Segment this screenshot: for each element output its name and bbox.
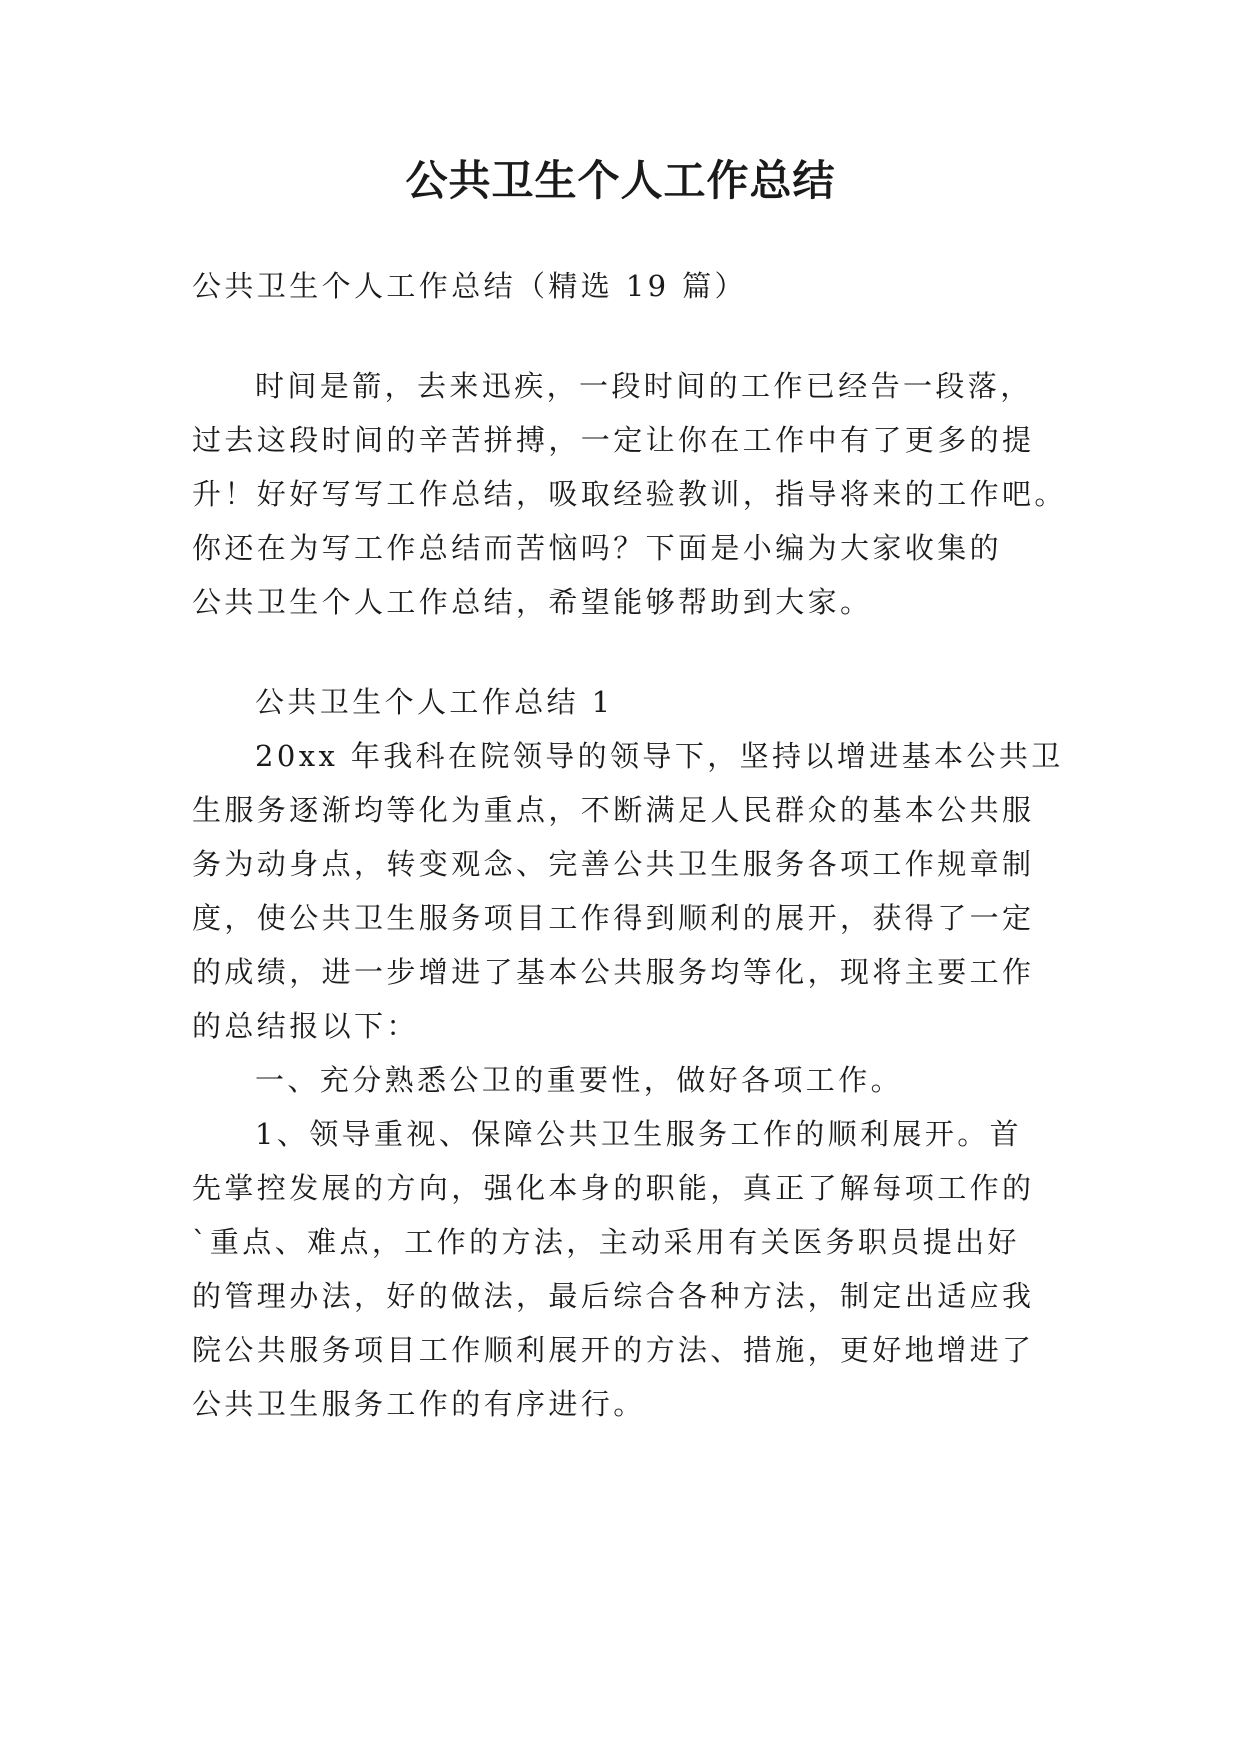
body-line: 的总结报以下：: [192, 1009, 419, 1043]
body-line: 务为动身点，转变观念、完善公共卫生服务各项工作规章制: [192, 847, 1035, 881]
body-line: 的管理办法，好的做法，最后综合各种方法，制定出适应我: [192, 1279, 1035, 1313]
body-line: 院公共服务项目工作顺利展开的方法、措施，更好地增进了: [192, 1333, 1035, 1367]
intro-line: 你还在为写工作总结而苦恼吗？下面是小编为大家收集的: [192, 531, 1003, 565]
body-line: 公共卫生服务工作的有序进行。: [192, 1387, 646, 1421]
body-line: 生服务逐渐均等化为重点，不断满足人民群众的基本公共服: [192, 793, 1035, 827]
document-subtitle: 公共卫生个人工作总结（精选 19 篇）: [192, 269, 747, 303]
body-line: 20xx 年我科在院领导的领导下，坚持以增进基本公共卫: [255, 739, 1064, 773]
document-title: 公共卫生个人工作总结: [405, 156, 836, 205]
intro-line: 时间是箭，去来迅疾，一段时间的工作已经告一段落，: [255, 369, 1033, 403]
intro-line: 过去这段时间的辛苦拼搏，一定让你在工作中有了更多的提: [192, 423, 1035, 457]
intro-line: 升！好好写写工作总结，吸取经验教训，指导将来的工作吧。: [192, 477, 1067, 511]
body-line: 先掌控发展的方向，强化本身的职能，真正了解每项工作的: [192, 1171, 1035, 1205]
body-line: 一、充分熟悉公卫的重要性，做好各项工作。: [255, 1063, 904, 1097]
body-line: 的成绩，进一步增进了基本公共服务均等化，现将主要工作: [192, 955, 1035, 989]
section-heading: 公共卫生个人工作总结 1: [255, 685, 614, 719]
body-line: 度，使公共卫生服务项目工作得到顺利的展开，获得了一定: [192, 901, 1035, 935]
intro-line: 公共卫生个人工作总结，希望能够帮助到大家。: [192, 585, 873, 619]
body-line: 1、领导重视、保障公共卫生服务工作的顺利展开。首: [255, 1117, 1023, 1151]
body-line: `重点、难点，工作的方法，主动采用有关医务职员提出好: [192, 1225, 1020, 1259]
